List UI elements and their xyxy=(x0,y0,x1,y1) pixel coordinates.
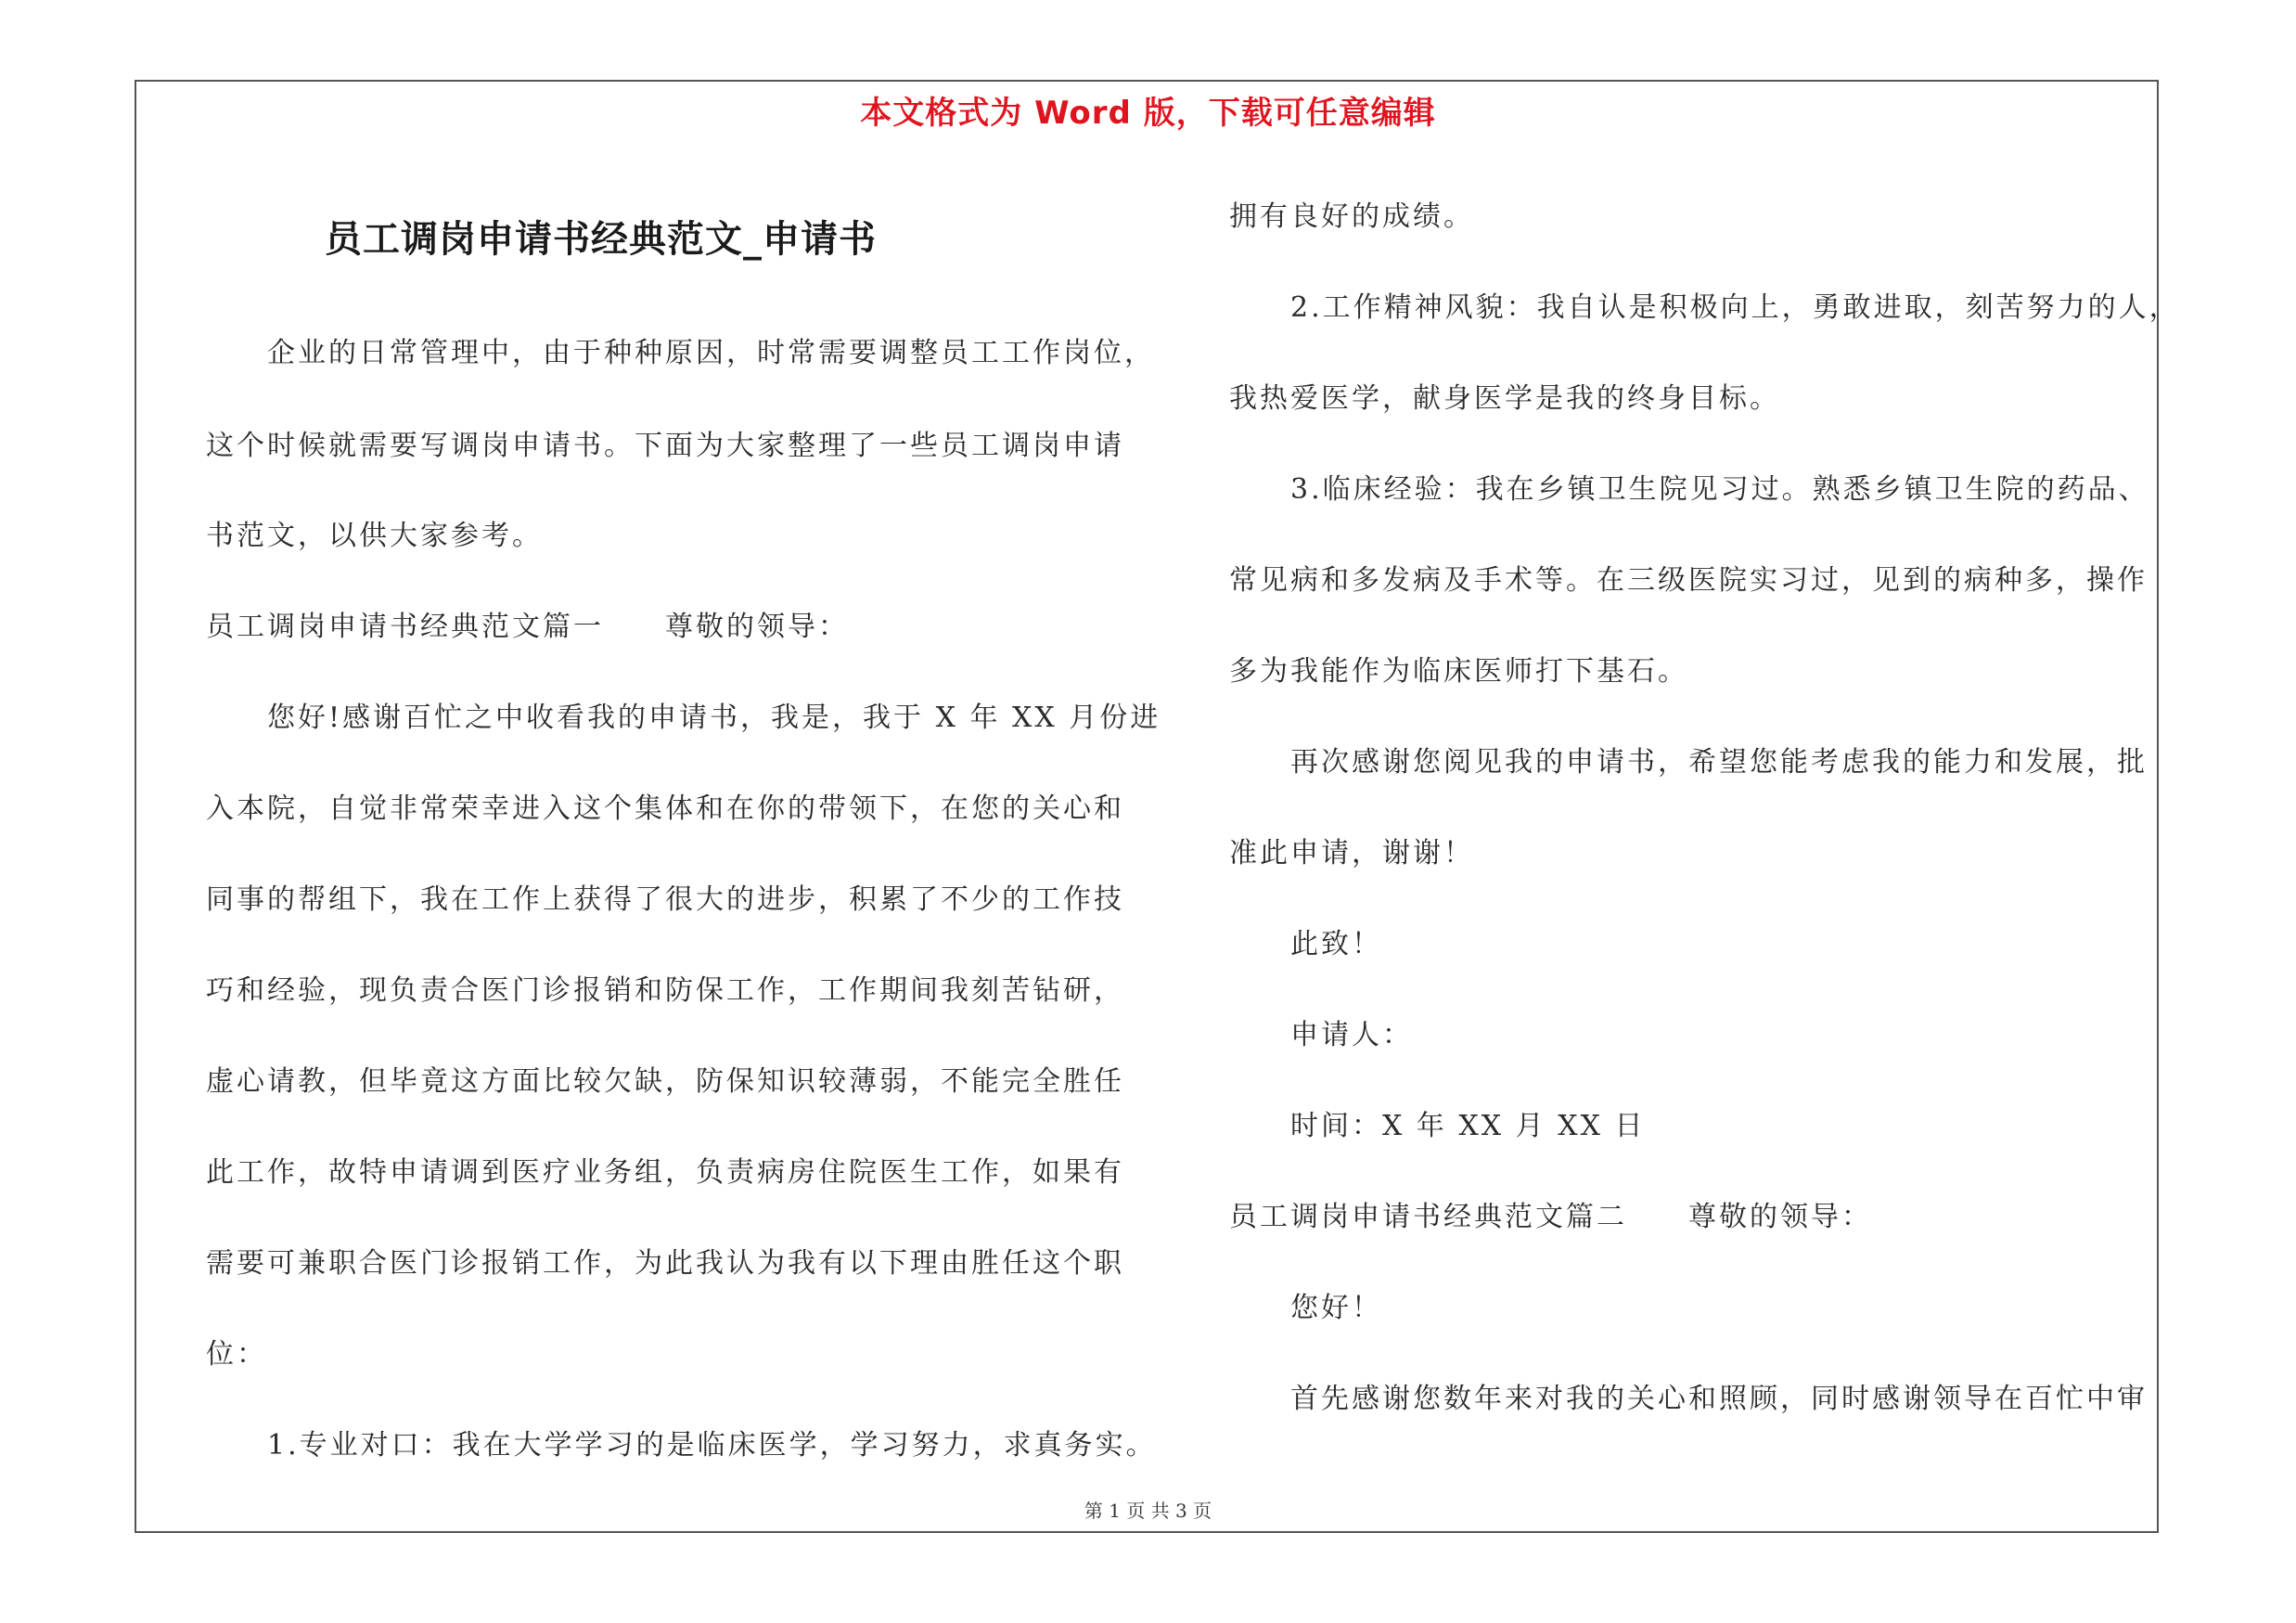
paragraph-line: 您好！ xyxy=(1290,1292,1382,1324)
paragraph-line: 3.临床经验：我在乡镇卫生院见习过。熟悉乡镇卫生院的药品、 xyxy=(1290,473,2149,506)
paragraph-line: 首先感谢您数年来对我的关心和照顾，同时感谢领导在百忙中审 xyxy=(1290,1383,2148,1415)
paragraph-line: 我热爱医学，献身医学是我的终身目标。 xyxy=(1229,382,1780,415)
section-heading: 员工调岗申请书经典范文篇一 尊敬的领导： xyxy=(206,611,849,643)
paragraph-line: 准此申请，谢谢！ xyxy=(1229,837,1474,869)
format-banner: 本文格式为 Word 版，下载可任意编辑 xyxy=(860,95,1436,132)
document-title: 员工调岗申请书经典范文_申请书 xyxy=(325,217,877,261)
paragraph-line: 这个时候就需要写调岗申请书。下面为大家整理了一些员工调岗申请 xyxy=(206,430,1124,462)
paragraph-line: 拥有良好的成绩。 xyxy=(1229,200,1474,233)
paragraph-line: 巧和经验，现负责合医门诊报销和防保工作，工作期间我刻苦钻研， xyxy=(206,974,1124,1007)
paragraph-line: 企业的日常管理中，由于种种原因，时常需要调整员工工作岗位， xyxy=(267,337,1155,369)
page-number: 第 1 页 共 3 页 xyxy=(1084,1500,1212,1522)
closing-line: 此致！ xyxy=(1290,928,1382,960)
paragraph-line: 多为我能作为临床医师打下基石。 xyxy=(1229,655,1688,688)
paragraph-line: 再次感谢您阅见我的申请书，希望您能考虑我的能力和发展，批 xyxy=(1290,746,2148,779)
paragraph-line: 此工作，故特申请调到医疗业务组，负责病房住院医生工作，如果有 xyxy=(206,1156,1124,1189)
date-line: 时间：X 年 XX 月 XX 日 xyxy=(1290,1110,1646,1142)
paragraph-line: 2.工作精神风貌：我自认是积极向上，勇敢进取，刻苦努力的人， xyxy=(1290,291,2180,324)
paragraph-line: 虚心请教，但毕竟这方面比较欠缺，防保知识较薄弱，不能完全胜任 xyxy=(206,1065,1124,1098)
paragraph-line: 1.专业对口：我在大学学习的是临床医学，学习努力，求真务实。 xyxy=(267,1429,1157,1462)
paragraph-line: 需要可兼职合医门诊报销工作，为此我认为我有以下理由胜任这个职 xyxy=(206,1247,1124,1280)
paragraph-line: 入本院，自觉非常荣幸进入这个集体和在你的带领下，在您的关心和 xyxy=(206,792,1124,825)
paragraph-line: 您好!感谢百忙之中收看我的申请书，我是，我于 X 年 XX 月份进 xyxy=(267,702,1161,734)
paragraph-line: 同事的帮组下，我在工作上获得了很大的进步，积累了不少的工作技 xyxy=(206,883,1124,916)
applicant-line: 申请人： xyxy=(1290,1019,1413,1051)
paragraph-line: 位： xyxy=(206,1338,267,1371)
section-heading: 员工调岗申请书经典范文篇二 尊敬的领导： xyxy=(1229,1201,1872,1233)
paragraph-line: 常见病和多发病及手术等。在三级医院实习过，见到的病种多，操作 xyxy=(1229,564,2148,597)
paragraph-line: 书范文，以供大家参考。 xyxy=(206,520,543,552)
